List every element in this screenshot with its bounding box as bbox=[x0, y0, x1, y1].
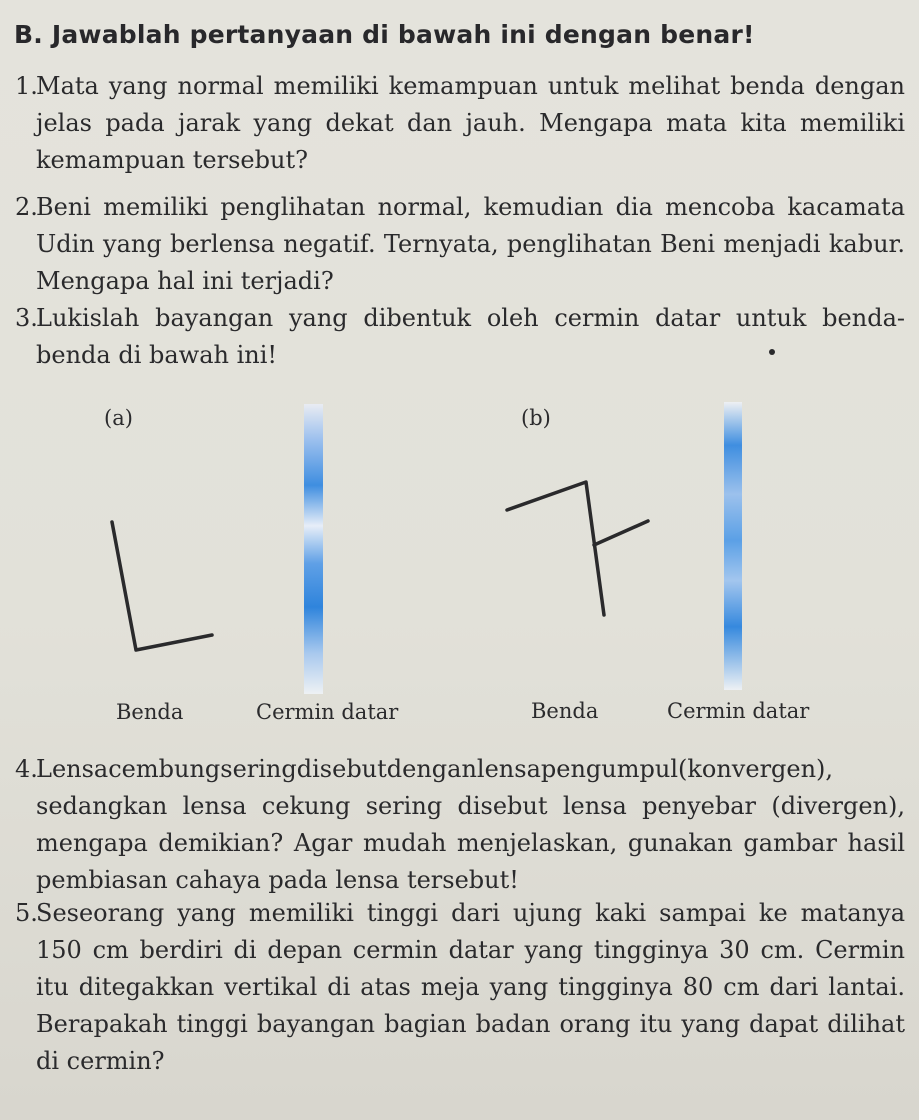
question-number: 4. bbox=[15, 755, 38, 783]
figure-b-tag: (b) bbox=[521, 406, 551, 430]
question-number: 2. bbox=[15, 193, 38, 221]
question-5 bbox=[15, 895, 905, 1080]
figure-b-mirror-label: Cermin datar bbox=[667, 699, 810, 723]
object-a-bent-line bbox=[112, 522, 212, 650]
question-number: 5. bbox=[15, 899, 38, 927]
figure-a-mirror-label: Cermin datar bbox=[256, 700, 399, 724]
ink-dot bbox=[769, 349, 775, 355]
question-number: 1. bbox=[15, 72, 38, 100]
question-text: Mata yang normal memiliki kemampuan untuk melihat benda dengan jelas pada jarak yang dekat dan jauh. Mengapa mata kita memiliki kemampuan tersebut? bbox=[36, 72, 905, 174]
question-text: Lensacembungseringdisebutdenganlensapengumpul(konvergen), sedangkan lensa cekung sering disebut lensa penyebar (divergen), mengapa demikian? Agar mudah menjelaskan, gunakan gambar hasil pembiasan cahaya pada lensa tersebut! bbox=[36, 755, 905, 894]
question-text: Lukislah bayangan yang dibentuk oleh cermin datar untuk benda-benda di bawah ini! bbox=[36, 304, 905, 369]
question-number: 3. bbox=[15, 304, 38, 332]
question-4 bbox=[15, 751, 905, 899]
figure-a-tag: (a) bbox=[104, 406, 133, 430]
object-b-branch-line bbox=[594, 521, 648, 545]
question-text: Seseorang yang memiliki tinggi dari ujung kaki sampai ke matanya 150 cm berdiri di depan cermin datar yang tingginya 30 cm. Cermin itu ditegakkan vertikal di atas meja yang tingginya 80 cm dari lantai. Berapakah tinggi bayangan bagian badan orang itu yang dapat dilihat di cermin? bbox=[36, 899, 905, 1075]
figure-b-object-label: Benda bbox=[531, 699, 599, 723]
figure-a-object-label: Benda bbox=[116, 700, 184, 724]
object-b-bent-line bbox=[507, 482, 604, 615]
section-title: B. Jawablah pertanyaan di bawah ini dengan benar! bbox=[14, 20, 755, 49]
question-text: Beni memiliki penglihatan normal, kemudian dia mencoba kacamata Udin yang berlensa negatif. Ternyata, penglihatan Beni menjadi kabur. Mengapa hal ini terjadi? bbox=[36, 193, 905, 295]
